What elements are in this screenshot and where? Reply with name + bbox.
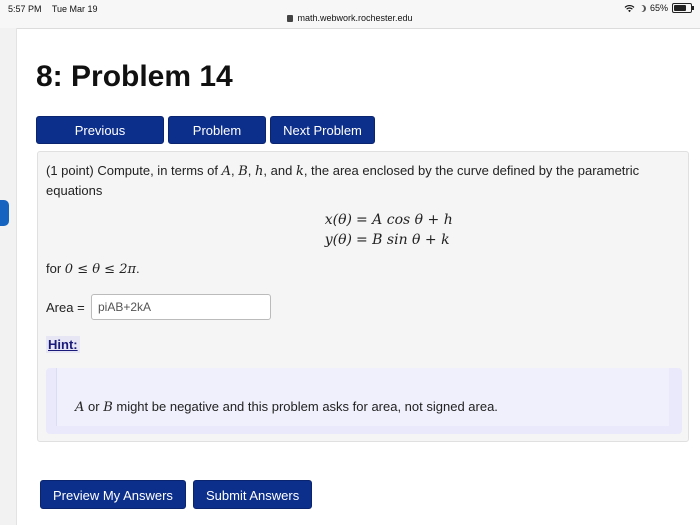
status-time: 5:57 PM xyxy=(8,4,42,14)
lock-icon xyxy=(287,15,293,22)
sidebar-toggle-tab[interactable] xyxy=(0,200,9,226)
var-h: h xyxy=(255,164,264,179)
problem-list-button[interactable]: Problem xyxy=(168,116,266,144)
intro-text-1: Compute, in terms of xyxy=(97,163,222,178)
var-b: B xyxy=(238,164,248,179)
equation-1-lhs: x(θ) xyxy=(324,212,352,228)
hint-inner xyxy=(56,368,669,426)
battery-percent: 65% xyxy=(649,3,668,13)
problem-statement xyxy=(46,161,676,200)
range-end: . xyxy=(136,261,140,276)
area-label: Area = xyxy=(46,300,85,315)
wifi-icon xyxy=(624,4,635,13)
address-url: math.webwork.rochester.edu xyxy=(297,13,413,23)
status-date: Tue Mar 19 xyxy=(51,4,98,14)
hint-or: or xyxy=(84,399,104,414)
moon-icon xyxy=(639,5,646,12)
intro-text-2: , the area enclosed by the curve defined by the parametric equations xyxy=(46,163,640,198)
hint-text xyxy=(75,399,498,415)
sep-2: , xyxy=(247,163,256,178)
points-label: (1 point) xyxy=(46,163,94,178)
sep-3: , and xyxy=(263,163,296,178)
problem-box xyxy=(37,151,689,442)
for-label: for xyxy=(46,261,65,276)
preview-answers-button[interactable]: Preview My Answers xyxy=(40,480,186,509)
equation-2-rhs: = B sin θ + k xyxy=(356,232,450,248)
battery-fill xyxy=(674,5,686,11)
submit-answers-button[interactable]: Submit Answers xyxy=(193,480,312,509)
status-right xyxy=(624,3,692,13)
hint-box xyxy=(46,368,682,434)
hint-toggle[interactable]: Hint: xyxy=(48,337,78,352)
theta-range: 0 ≤ θ ≤ 2π xyxy=(64,262,137,277)
status-bar xyxy=(0,0,700,29)
address-bar[interactable] xyxy=(0,13,700,23)
var-a: A xyxy=(221,164,231,179)
previous-problem-button[interactable]: Previous xyxy=(36,116,164,144)
area-answer-input[interactable] xyxy=(91,294,271,320)
hint-rest: might be negative and this problem asks for area, not signed area. xyxy=(112,399,498,414)
hint-var-a: A xyxy=(75,400,85,415)
hint-var-b: B xyxy=(103,400,113,415)
equation-2-lhs: y(θ) xyxy=(324,232,352,248)
battery-icon xyxy=(672,3,692,13)
sep-1: , xyxy=(231,163,239,178)
range-statement xyxy=(46,261,140,277)
var-k: k xyxy=(295,164,304,179)
equation-1-rhs: = A cos θ + h xyxy=(356,212,453,228)
next-problem-button[interactable]: Next Problem xyxy=(270,116,375,144)
page-title: 8: Problem 14 xyxy=(36,60,233,93)
sidebar-rail xyxy=(0,28,17,525)
